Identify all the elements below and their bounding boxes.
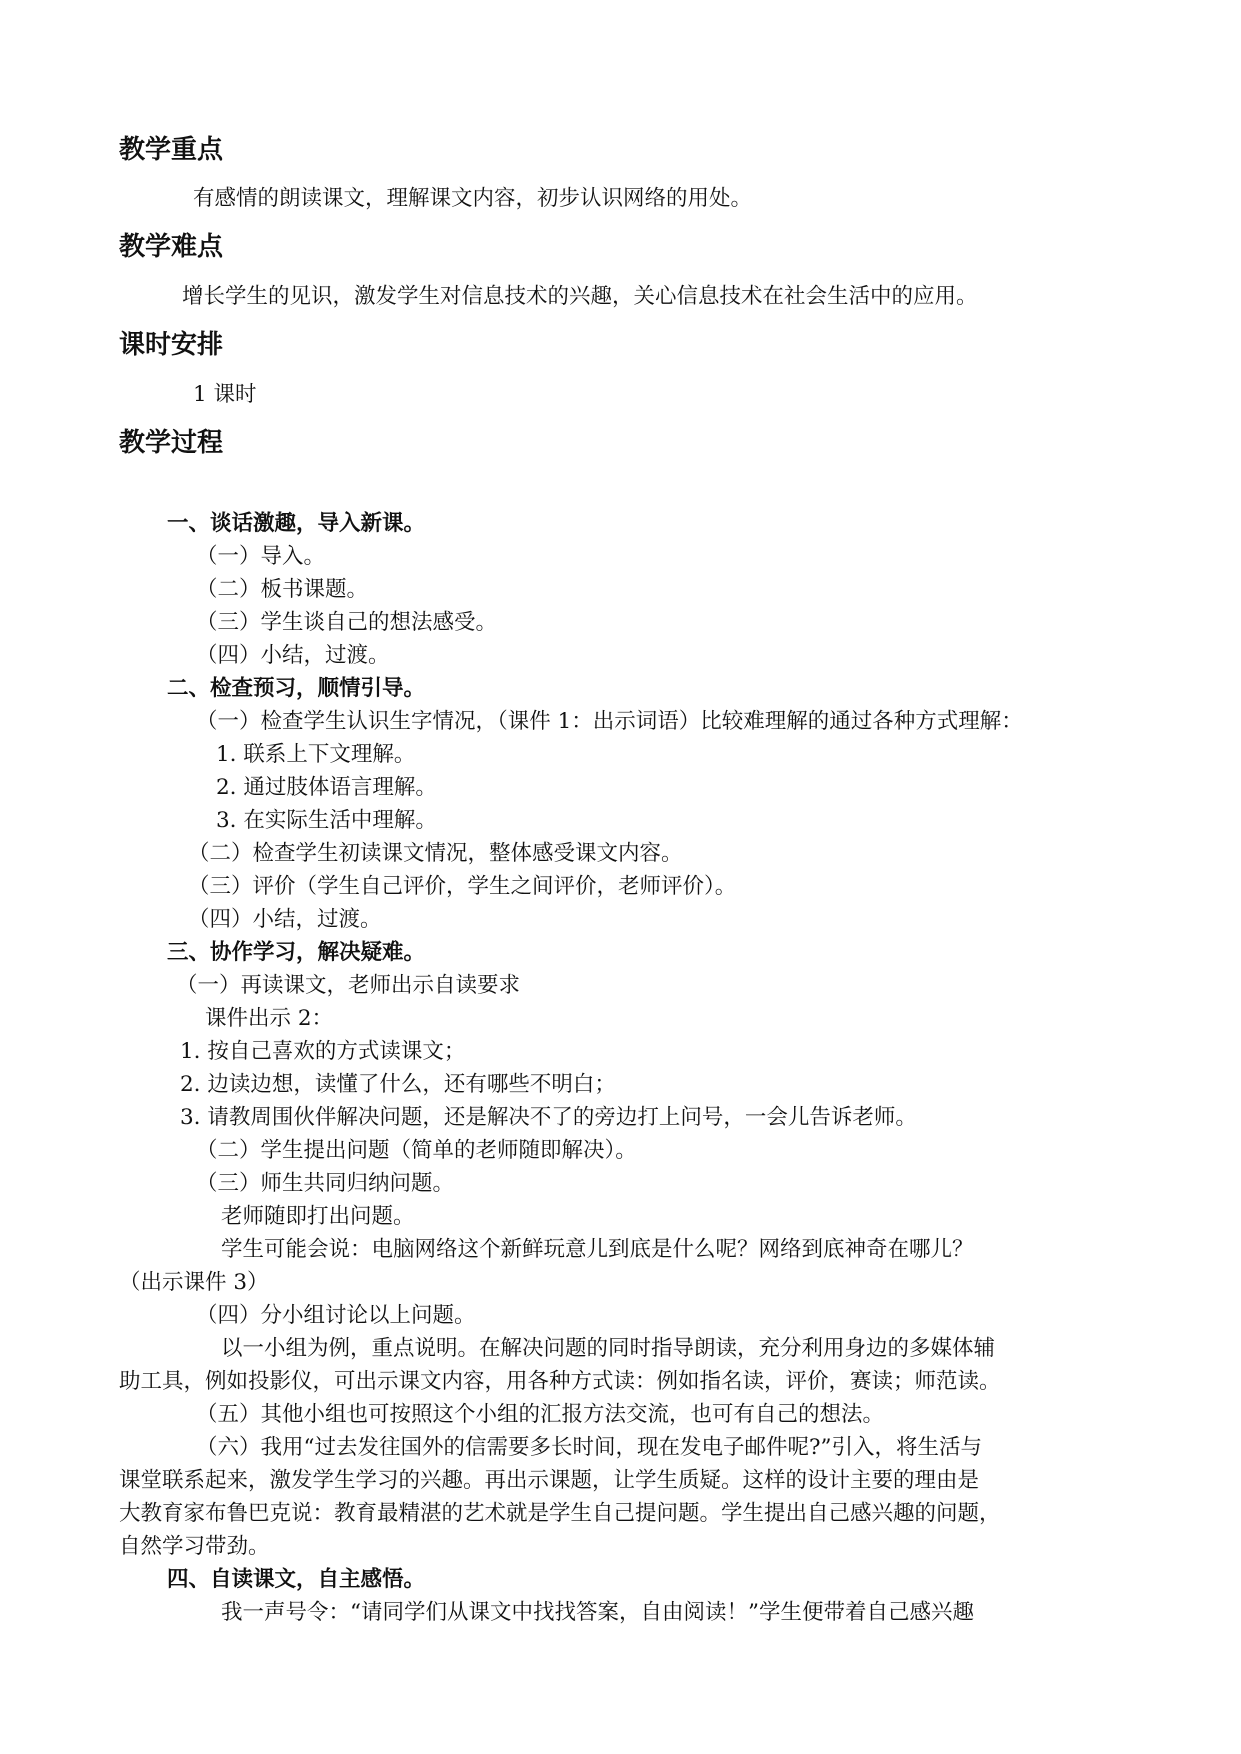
section3-item-2: （二）学生提出问题（简单的老师随即解决）。 <box>196 1138 637 1163</box>
requirement-item: 2. 边读边想，读懂了什么，还有哪些不明白； <box>180 1072 616 1097</box>
section2-item: （二）检查学生初读课文情况，整体感受课文内容。 <box>188 841 683 866</box>
section4-text-line-1: 我一声号令：“请同学们从课文中找找答案，自由阅读！”学生便带着自己感兴趣 <box>221 1600 974 1625</box>
schedule-text: 1 课时 <box>193 382 257 407</box>
courseware-label: 课件出示 2： <box>205 1006 334 1031</box>
requirement-item: 3. 请教周围伙伴解决问题，还是解决不了的旁边打上问号，一会儿告诉老师。 <box>180 1105 917 1130</box>
section3-item-4: （四）分小组讨论以上问题。 <box>196 1303 476 1328</box>
student-question-line-2: （出示课件 3） <box>119 1270 269 1295</box>
section2-item-1: （一）检查学生认识生字情况，（课件 1：出示词语）比较难理解的通过各种方式理解： <box>196 709 1023 734</box>
process-heading: 教学过程 <box>119 428 224 458</box>
section2-subitem: 2. 通过肢体语言理解。 <box>216 775 437 800</box>
section1-title: 一、谈话激趣，导入新课。 <box>167 511 426 536</box>
section3-item-1: （一）再读课文，老师出示自读要求 <box>176 973 521 998</box>
section2-subitem: 1. 联系上下文理解。 <box>216 742 416 767</box>
section3-item-5: （五）其他小组也可按照这个小组的汇报方法交流，也可有自己的想法。 <box>196 1402 885 1427</box>
section1-item: （一）导入。 <box>196 544 326 569</box>
student-question-line-1: 学生可能会说：电脑网络这个新鲜玩意儿到底是什么呢？网络到底神奇在哪儿？ <box>221 1237 974 1262</box>
section3-title: 三、协作学习，解决疑难。 <box>167 940 426 965</box>
section4-title: 四、自读课文，自主感悟。 <box>167 1567 426 1592</box>
focus-text: 有感情的朗读课文，理解课文内容，初步认识网络的用处。 <box>193 186 753 211</box>
teacher-note: 老师随即打出问题。 <box>221 1204 415 1229</box>
section2-item: （三）评价（学生自己评价，学生之间评价，老师评价）。 <box>188 874 737 899</box>
section1-item: （四）小结，过渡。 <box>196 643 390 668</box>
schedule-heading: 课时安排 <box>119 330 224 360</box>
section2-title: 二、检查预习，顺情引导。 <box>167 676 426 701</box>
section1-item: （二）板书课题。 <box>196 577 369 602</box>
requirement-item: 1. 按自己喜欢的方式读课文； <box>180 1039 466 1064</box>
focus-heading: 教学重点 <box>119 135 224 165</box>
section3-item-6-line-3: 大教育家布鲁巴克说：教育最精湛的艺术就是学生自己提问题。学生提出自己感兴趣的问题， <box>119 1501 1001 1526</box>
section3-item-3: （三）师生共同归纳问题。 <box>196 1171 455 1196</box>
section3-item-6-line-4: 自然学习带劲。 <box>119 1534 270 1559</box>
difficulty-heading: 教学难点 <box>119 232 224 262</box>
example-line-2: 助工具，例如投影仪，可出示课文内容，用各种方式读：例如指名读，评价，赛读；师范读。 <box>119 1369 1001 1394</box>
section2-subitem: 3. 在实际生活中理解。 <box>216 808 437 833</box>
section2-item: （四）小结，过渡。 <box>188 907 382 932</box>
section3-item-6-line-1: （六）我用“过去发往国外的信需要多长时间，现在发电子邮件呢?”引入，将生活与 <box>196 1435 983 1460</box>
example-line-1: 以一小组为例，重点说明。在解决问题的同时指导朗读，充分利用身边的多媒体辅 <box>221 1336 996 1361</box>
difficulty-text: 增长学生的见识，激发学生对信息技术的兴趣，关心信息技术在社会生活中的应用。 <box>182 284 978 309</box>
section1-item: （三）学生谈自己的想法感受。 <box>196 610 498 635</box>
section3-item-6-line-2: 课堂联系起来，激发学生学习的兴趣。再出示课题，让学生质疑。这样的设计主要的理由是 <box>119 1468 980 1493</box>
